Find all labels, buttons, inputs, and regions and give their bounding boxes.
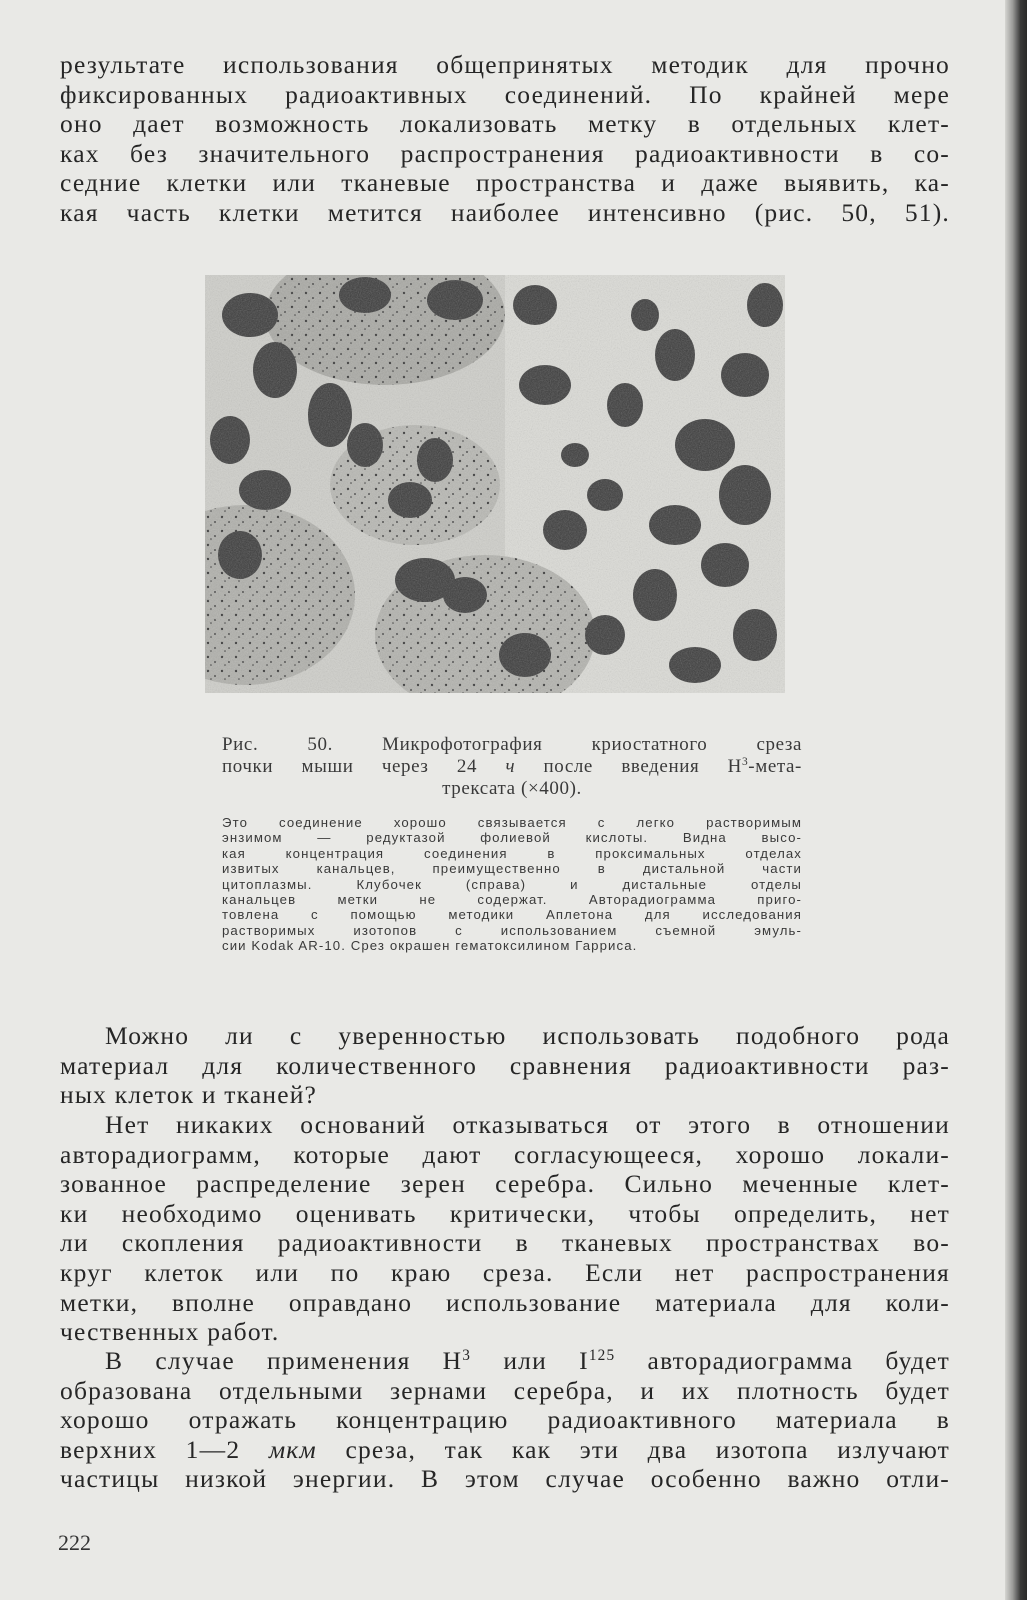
- text-line: образована отдельными зернами серебра, и их плотность будет: [60, 1375, 950, 1405]
- text-line: результате использования общепринятых методик для прочно: [60, 50, 950, 79]
- caption-body-line: канальцев метки не содержат. Авторадиограмма приго-: [222, 892, 802, 908]
- page-binding-edge: [1005, 0, 1027, 1600]
- text-line: ных клеток и тканей?: [60, 1080, 318, 1110]
- caption-line: Рис. 50. Микрофотография криостатного среза: [222, 734, 802, 755]
- text-line: зованное распределение зерен серебра. Сильно меченные клет-: [60, 1169, 950, 1199]
- paragraph-3: [60, 1110, 950, 1347]
- caption-line: [222, 756, 802, 778]
- text-line: материал для количественного сравнения радиоактивности раз-: [60, 1050, 950, 1080]
- text-run: В случае применения Н: [105, 1346, 463, 1375]
- text-line: авторадиограмм, которые дают согласующееся, хорошо локали-: [60, 1139, 950, 1169]
- unit-text: мкм: [268, 1434, 317, 1464]
- text-line: ки необходимо оценивать критически, чтобы определить, нет: [60, 1198, 950, 1228]
- caption-text: -мета-: [748, 756, 802, 777]
- caption-body-line: растворимых изотопов с использованием съемной эмуль-: [222, 922, 802, 938]
- paragraph-1: [60, 50, 950, 228]
- caption-unit: ч: [505, 756, 516, 777]
- text-line: [60, 1346, 950, 1376]
- text-line: [60, 1435, 950, 1465]
- superscript: 125: [588, 1346, 616, 1364]
- text-line: Можно ли с уверенностью использовать подобного рода: [105, 1021, 950, 1050]
- text-run: авторадиограмма будет: [615, 1346, 950, 1375]
- micrograph-figure-50: [205, 275, 785, 693]
- caption-body-line: цитоплазмы. Клубочек (справа) и дистальные отделы: [222, 876, 802, 892]
- text-run: верхних 1—2: [60, 1434, 269, 1464]
- text-line: кая часть клетки метится наиболее интенсивно (рис. 50, 51).: [60, 197, 950, 227]
- text-line: ках без значительного распространения радиоактивности в со-: [60, 138, 950, 168]
- superscript: 3: [462, 1346, 472, 1364]
- text-line: седние клетки или тканевые пространства и даже выявить, ка-: [60, 168, 950, 198]
- caption-body-line: товлена с помощью методики Аплетона для исследования: [222, 907, 802, 923]
- text-line: Нет никаких оснований отказываться от этого в отношении: [105, 1110, 950, 1139]
- text-line: частицы низкой энергии. В этом случае особенно важно отли-: [60, 1464, 950, 1494]
- text-line: ли скопления радиоактивности в тканевых пространствах во-: [60, 1228, 950, 1258]
- caption-body-line: Это соединение хорошо связывается с легко растворимым: [222, 815, 802, 830]
- caption-line: трексата (×400).: [442, 778, 582, 799]
- caption-body-line: извитых канальцев, преимущественно в дистальной части: [222, 861, 802, 877]
- text-line: метки, вполне оправдано использование материала для коли-: [60, 1287, 950, 1317]
- text-run: или I: [471, 1346, 589, 1375]
- caption-body-line: сии Kodak AR-10. Срез окрашен гематоксилином Гарриса.: [222, 938, 638, 954]
- figure-caption-body: [222, 815, 802, 954]
- caption-body-line: кая концентрация соединения в проксимальных отделах: [222, 845, 802, 861]
- text-line: фиксированных радиоактивных соединений. По крайней мере: [60, 79, 950, 109]
- paragraph-2: [60, 1021, 950, 1110]
- caption-text: после введения Н: [515, 756, 742, 777]
- text-line: оно дает возможность локализовать метку в отдельных клет-: [60, 109, 950, 139]
- page-number: 222: [58, 1530, 91, 1555]
- text-line: хорошо отражать концентрацию радиоактивного материала в: [60, 1405, 950, 1435]
- micrograph-image: [205, 275, 785, 693]
- caption-body-line: энзимом — редуктазой фолиевой кислоты. Видна высо-: [222, 830, 802, 846]
- caption-superscript: 3: [742, 756, 749, 769]
- text-line: круг клеток или по краю среза. Если нет распространения: [60, 1257, 950, 1287]
- caption-text: почки мыши через 24: [222, 756, 506, 777]
- text-run: среза, так как эти два изотопа излучают: [316, 1434, 950, 1464]
- figure-caption-title: [222, 734, 802, 800]
- paragraph-4: [60, 1346, 950, 1494]
- text-line: чественных работ.: [60, 1317, 280, 1347]
